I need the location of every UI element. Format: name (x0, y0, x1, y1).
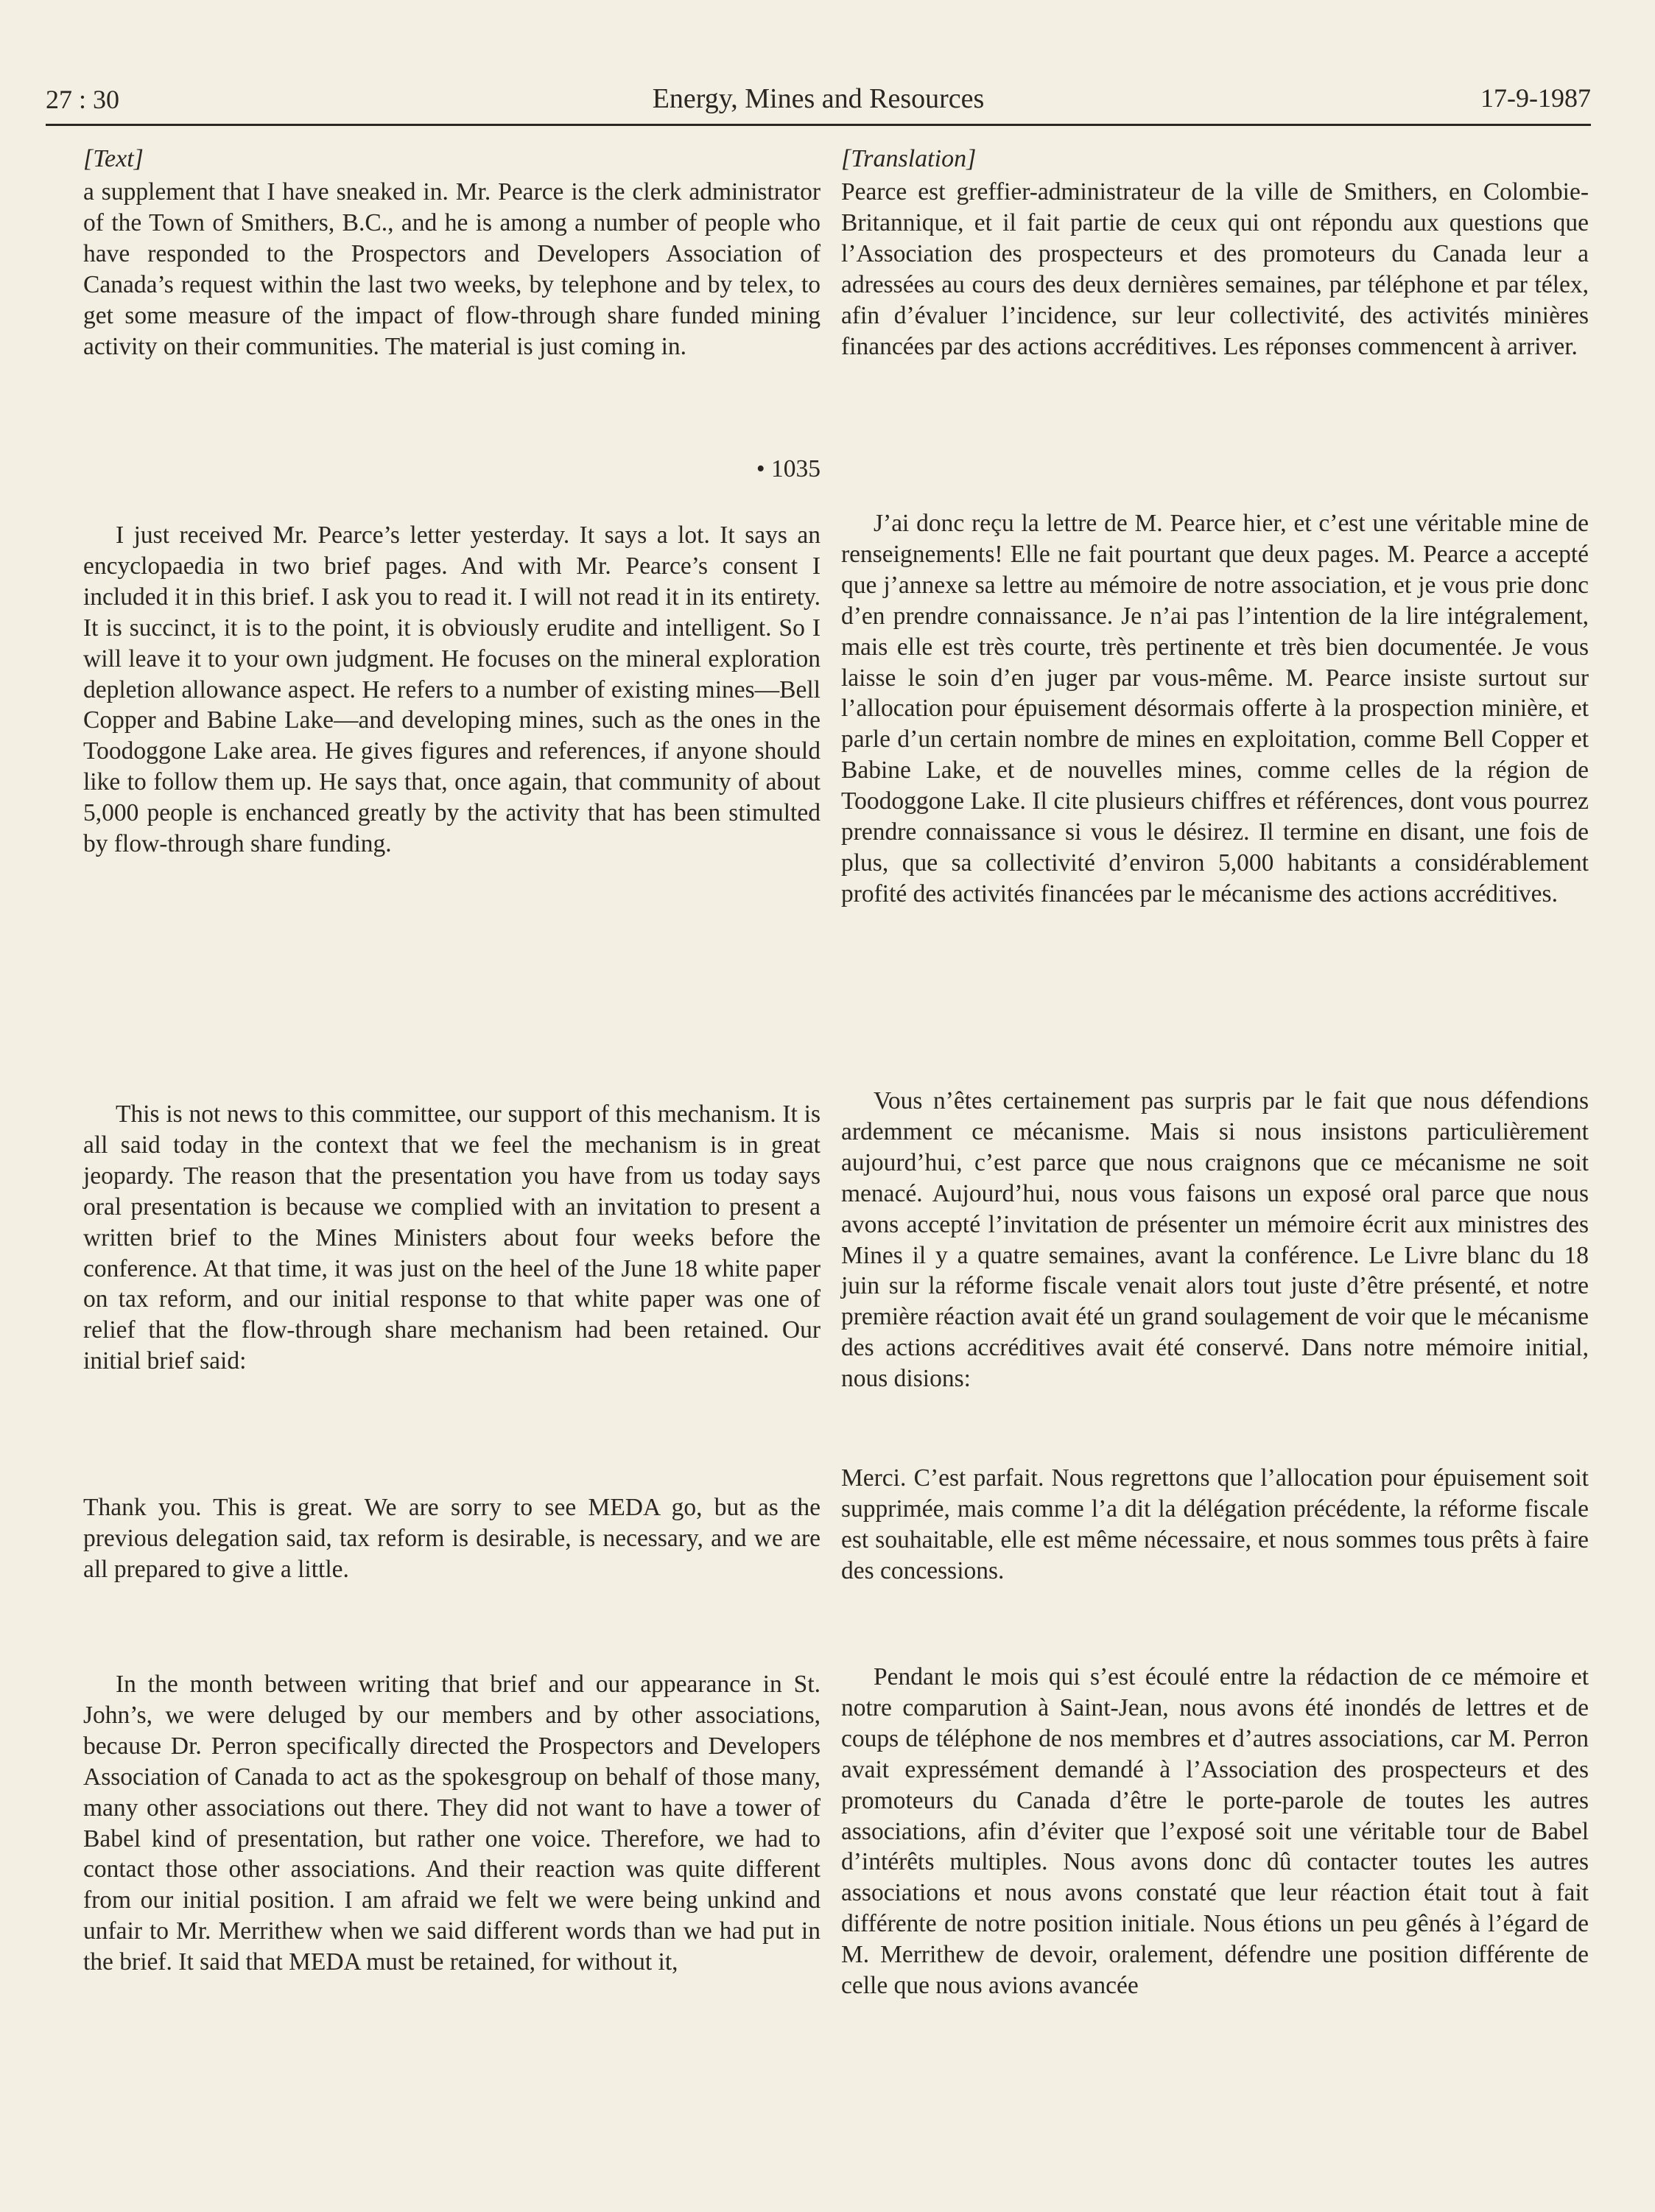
french-paragraph-2-block (841, 508, 1589, 910)
french-quotation: Merci. C’est parfait. Nous regrettons que l’allocation pour épuisement soit supprimée, mais comme l’a dit la délégation précédente, la réforme fiscale est souhaitable, elle est même nécessaire, et nous sommes tous prêts à faire des concessions. (841, 1464, 1589, 1584)
english-paragraph-1: a supplement that I have sneaked in. Mr. Pearce is the clerk administrator of the Town of Smithers, B.C., and he is among a number of people who have responded to the Prospectors and Developers Association of Canada’s request within the last two weeks, by telephone and by telex, to get some measure of the impact of flow-through share funded mining activity on their communities. The material is just coming in. (83, 178, 821, 360)
english-paragraph-3-block (83, 1099, 821, 1377)
header-rule (46, 124, 1591, 126)
english-paragraph-2: I just received Mr. Pearce’s letter yesterday. It says a lot. It says an encyclopaedia in two brief pages. And with Mr. Pearce’s consent I included it in this brief. I ask you to read it. I will not read it in its entirety. It is succinct, it is to the point, it is obviously erudite and intelligent. So I will leave it to your own judgment. He focuses on the mineral exploration depletion allowance aspect. He refers to a number of existing mines—Bell Copper and Babine Lake—and developing mines, such as the ones in the Toodoggone Lake area. He gives figures and references, if anyone should like to follow them up. He says that, once again, that community of about 5,000 people is enchanced greatly by the activity that has been stimulted by flow-through share funding. (83, 522, 821, 858)
english-paragraph-1-block (83, 177, 821, 362)
french-paragraph-3-block (841, 1086, 1589, 1394)
english-quotation: Thank you. This is great. We are sorry to see MEDA go, but as the previous delegation said, tax reform is desirable, is necessary, and we are all prepared to give a little. (83, 1494, 821, 1583)
english-paragraph-3: This is not news to this committee, our support of this mechanism. It is all said today in the context that we feel the mechanism is in great jeopardy. The reason that the presentation you have from us today says oral presentation is because we complied with an invitation to present a written brief to the Mines Ministers about four weeks before the conference. At that time, it was just on the heel of the June 18 white paper on tax reform, and our initial response to that white paper was one of relief that the flow-through share mechanism had been retained. Our initial brief said: (83, 1100, 821, 1375)
english-quotation-block (83, 1492, 821, 1585)
page-reference: 27 : 30 (46, 85, 120, 114)
french-paragraph-1-block (841, 177, 1589, 362)
english-paragraph-5: In the month between writing that brief and our appearance in St. John’s, we were deluged by our members and by other associations, because Dr. Perron specifically directed the Prospectors and Developers Association of Canada to act as the spokesgroup on behalf of those many, many other associations out there. They did not want to have a tower of Babel kind of presentation, but rather one voice. Therefore, we had to contact those other associations. And their reaction was quite different from our initial position. I am afraid we felt we were being unkind and unfair to Mr. Merrithew when we said different words than we had put in the brief. It said that MEDA must be retained, for without it, (83, 1671, 821, 1976)
french-paragraph-1: Pearce est greffier-administrateur de la ville de Smithers, en Colombie-Britannique, et il fait partie de ceux qui ont répondu aux questions que l’Association des prospecteurs et des promoteurs du Canada leur a adressées au cours des deux dernières semaines, par téléphone et par télex, afin d’évaluer l’incidence, sur leur collectivité, des activités minières financées par des actions accréditives. Les réponses commencent à arriver. (841, 178, 1589, 360)
english-paragraph-2-block (83, 520, 821, 860)
french-paragraph-2: J’ai donc reçu la lettre de M. Pearce hier, et c’est une véritable mine de renseignements! Elle ne fait pourtant que deux pages. M. Pearce a accepté que j’annexe sa lettre au mémoire de notre association, et je vous prie donc d’en prendre connaissance. Je n’ai pas l’intention de la lire intégralement, mais elle est très courte, très pertinente et très bien documentée. Je vous laisse le soin d’en juger par vous-même. M. Pearce insiste surtout sur l’allocation pour épuisement désormais offerte à la prospection minière, et parle d’un certain nombre de mines en exploitation, comme Bell Copper et Babine Lake, et de nouvelles mines, comme celles de la région de Toodoggone Lake. Il cite plusieurs chiffres et références, dont vous pourrez prendre connaissance si vous le désirez. Il termine en disant, une fois de plus, que sa collectivité d’environ 5,000 habitants a considérablement profité des activités financées par le mécanisme des actions accréditives. (841, 510, 1589, 907)
time-marker-block (83, 448, 821, 485)
french-column (841, 144, 1589, 2000)
time-marker: • 1035 (756, 455, 821, 482)
header-date: 17-9-1987 (1480, 83, 1591, 113)
section-tag-text: [Text] (83, 145, 144, 172)
french-paragraph-3: Vous n’êtes certainement pas surpris par le fait que nous défendions ardemment ce mécanisme. Mais si nous insistons particulièrement aujourd’hui, c’est parce que nous craignons que ce mécanisme ne soit menacé. Aujourd’hui, nous vous faisons un exposé oral parce que nous avons accepté l’invitation de présenter un mémoire écrit aux ministres des Mines il y a quatre semaines, avant la conférence. Le Livre blanc du 18 juin sur la réforme fiscale venait alors tout juste d’être présenté, et notre première réaction avait été un grand soulagement de voir que le mécanisme des actions accréditives avait été conservé. Dans notre mémoire initial, nous disions: (841, 1087, 1589, 1393)
french-paragraph-5-block (841, 1662, 1589, 2001)
page-header (46, 77, 1591, 128)
english-paragraph-5-block (83, 1669, 821, 1978)
french-paragraph-5: Pendant le mois qui s’est écoulé entre la rédaction de ce mémoire et notre comparution à Saint-Jean, nous avons été inondés de lettres et de coups de téléphone de nos membres et d’autres associations, car M. Perron avait expressément demandé à l’Association des prospecteurs et des promoteurs du Canada d’être le porte-parole de toutes les autres associations, afin d’éviter que l’exposé soit une véritable tour de Babel d’intérêts multiples. Nous avons donc dû contacter toutes les autres associations et nous avons constaté que leur réaction était tout à fait différente de notre position initiale. Nous étions un peu gênés à l’égard de M. Merrithew de devoir, oralement, défendre une position différente de celle que nous avions avancée (841, 1663, 1589, 2000)
section-tag-translation: [Translation] (841, 145, 977, 172)
french-quotation-block (841, 1463, 1589, 1587)
english-column (83, 144, 821, 1976)
running-title: Energy, Mines and Resources (652, 83, 985, 114)
